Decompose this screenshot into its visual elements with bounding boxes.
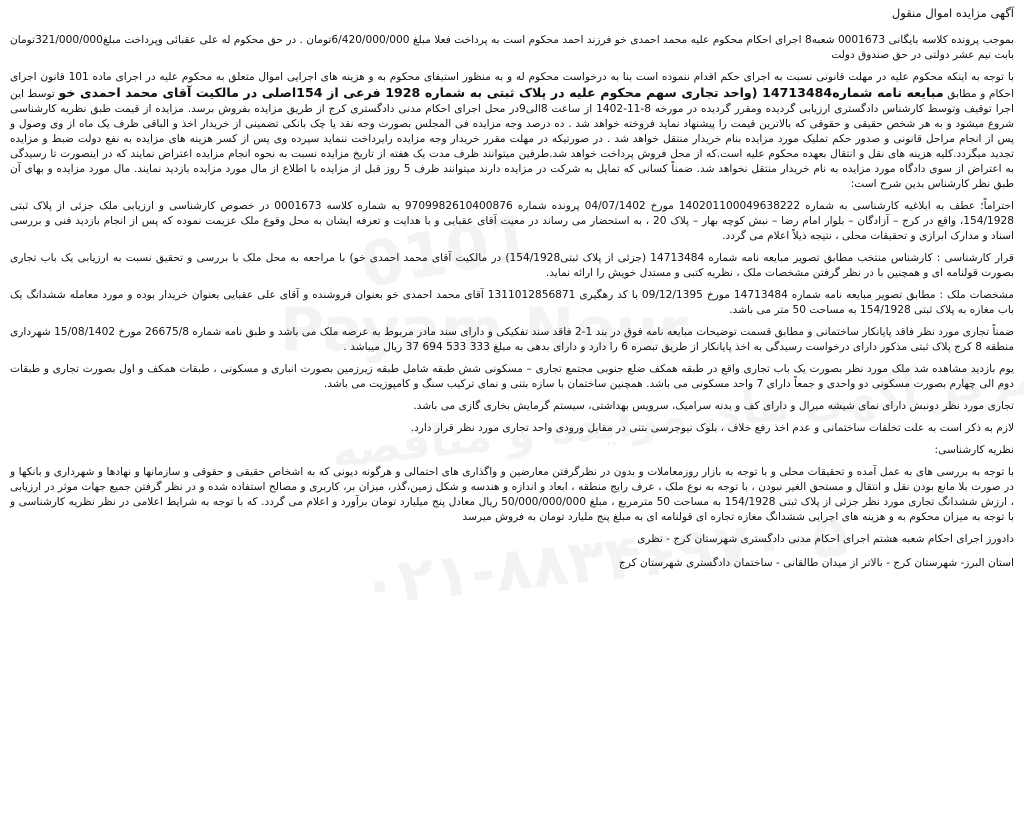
expert-opinion-paragraph: با توجه به بررسی های به عمل آمده و تحقیقات محلی و با توجه به بازار روزمعاملات و بدون در نظرگرفتن معارضین و واگذاری های احتمالی و هرگونه دیونی که به اشخاص حقیقی و حقوقی و سازمانها و نهادها و شهرداری و بانکها و در صورت بلا مانع بودن نقل و انتقال و مستحق الغیر نبودن ، با توجه به نوع ملک ، عرف رایج منطقه ، ابعاد و اندازه و هندسه و شکل زمین،گذر، میزان بر، کاربری و مصالح استفاده شده و در نظر گرفتن جمیع جهات موثر در ارزیابی ، ارزش ششدانگ تجاری مورد نظر جزئی از پلاک ثبتی 154/1928 به مساحت 50 مترمربع ، مبلغ 50/000/000/000 ریال معادل پنج میلیارد تومان برآورد و اعلام می گردد. که با توجه به شرایط اعلامی در نظر نظریه کارشناسی و با توجه به میزان محکوم به و هزینه های اجرایی ششدانگ مغازه تجاره ای قولنامه ای به مبلغ پنج ملیارد تومان به فروش میرسد [10,466,1014,523]
address-line: استان البرز- شهرستان کرج - بالاتر از میدان طالقانی - ساختمان دادگستری شهرستان کرج [618,557,1014,569]
document-title: آگهی مزایده اموال منقول [891,6,1014,20]
auction-terms-intro: با توجه به اینکه محکوم علیه در مهلت قانونی نسبت به اجرای حکم اقدام ننموده است بنا به درخواست محکوم له و به منظور استیفای محکوم به و هزینه های اجرایی اموال متعلق به محکوم علیه در اجرای ماده 101 قانون اجرای احکام و مطابق [10,71,1015,100]
property-specs-paragraph: مشخصات ملک : مطابق تصویر مبایعه نامه شماره 14713484 مورخ 09/12/1395 با کد رهگیری 1311012856871 آقای محمد احمدی خو بعنوان فروشنده و آقای علی عقبایی بعنوان خریدار بوده و مورد معامله ششدانگ یک باب مغازه به پلاک ثبتی 154/1928 به مساحت 50 متر می باشد. [10,289,1014,316]
features-paragraph: تجاری مورد نظر دونبش دارای نمای شیشه میرال و دارای کف و بدنه سرامیک، سرویس بهداشتی، سیستم گرمایش بخاری گازی می باشد. [413,400,1014,412]
legal-status-paragraph: ضمناً تجاری مورد نظر فاقد پایانکار ساختمانی و مطابق قسمت توضیحات مبایعه نامه فوق در بند 1-2 فاقد سند تفکیکی و دارای سند مادر مربوط به عرصه ملک می باشد و طبق نامه شماره 26675/8 مورخ 15/08/1402 شهرداری منطقه 8 کرج پلاک ثبتی مذکور دارای درخواست رسیدگی به اخذ پایانکار از طریق تبصره 6 را دارد و دارای بدهی به مبلغ 333 533 694 37 ریال میباشد . [10,326,1014,353]
violations-paragraph: لازم به ذکر است به علت تخلفات ساختمانی و عدم اخذ رفع خلاف ، بلوک نیوجرسی بتنی در مقابل ورودی واحد تجاری مورد نظر قرار دارد. [410,422,1014,434]
expert-intro-paragraph: احتراماً؛ عطف به ابلاغیه کارشناسی به شماره 140201100049638222 مورخ 04/07/1402 پرونده شماره 9709982610400876 به شماره کلاسه 0001673 در خصوص کارشناسی و ارزیابی ملک جزئی از پلاک ثبتی 154/1928، واقع در کرج – آزادگان – بلوار امام رضا – نبش کوچه بهار – پلاک 20 ، به استحضار می رساند در معیت آقای عقبایی و با هدایت و تعرفه ایشان به محل وقوع ملک عزیمت نموده که پس از انجام بازدید فنی و بررسی اسناد و مدارک ابرازی و تحقیقات محلی ، نتیجه ذیلاً اعلام می گردد. [10,200,1014,242]
case-summary-paragraph: بموجب پرونده کلاسه بایگانی 0001673 شعبه8 اجرای احکام محکوم علیه محمد احمدی خو فرزند احمد محکوم است به پرداخت فعلا مبلغ 6/420/000/000تومان . در حق محکوم له علی عقبائی وپرداخت مبلغ321/000/000تومان بابت نیم عشر دولتی در حق صندوق دولت [10,34,1015,61]
auction-terms-paragraph [10,70,1014,192]
auction-notice-document [10,6,1014,580]
signature-line: دادورز اجرای احکام شعبه هشتم اجرای احکام مدنی دادگستری شهرستان کرج - نظری [637,533,1014,545]
inspection-paragraph: یوم بازدید مشاهده شد ملک مورد نظر بصورت یک باب تجاری واقع در طبقه همکف ضلع جنوبی مجتمع تجاری – مسکونی شش طبقه شامل طبقه زیرزمین بصورت انباری و مسکونی ، طبقات همکف و اول بصورت تجاری و طبقات دوم الی چهارم بصورت مسکونی دو واحدی و جمعاً دارای 7 واحد مسکونی می باشد. همچنین ساختمان با سازه بتنی و نمای ترکیب سنگ و کامپوزیت می باشد. [10,363,1014,390]
auction-terms-body: توسط این اجرا توقیف وتوسط کارشناس دادگستری ارزیابی گردیده ومقرر گردیده در مورخه 8-11-1402 از ساعت 8الی9در محل اجرای احکام مدنی دادگستری کرج از طریق مزایده بفروش برسد. مزایده از قیمت طبق نظریه کارشناسی شروع میشود و به هر شخص حقیقی و حقوقی که بالاترین قیمت را پیشنهاد نماید فروخته خواهد شد . ده درصد وجه مزایده فی المجلس بصورت وجه نقد یا چک بانکی تضمینی از خریدار اخذ و الباقی ظرف یک ماه از وی وصول و پس از انجام مراحل قانونی و صدور حکم تملیک مورد مزایده بنام خریدار منتقل خواهد شد . در صورتیکه در مهلت مقرر خریدار وجه مزایده رایرداخت ننماید سپرده وی پس از کسر هزینه های مزایده به نفع دولت ضبط و مزایده تجدید میگردد.کلیه هزینه های نقل و انتقال بعهده محکوم علیه است.که از محل فروش پرداخت خواهد شد.طرفین میتوانند ظرف مدت یک هفته از تاریخ مزایده نسبت به نحوه انجام مزایده اعتراض نمایند که در اینصورت تا رسیدگی به اعتراض از سوی دادگاه مورد مزایده به نام خریدار منتقل نخواهد شد. ضمناً کسانی که تمایل به شرکت در مزایده دارند میتوانند ظرف 5 روز قبل از مزایده با اطلاع از مال مورد مزایده بازدید نمایند. مال مورد مزایده و بهای آن طبق نظر کارشناس بدین شرح است: [10,88,1014,190]
expert-opinion-heading: نظریه کارشناسی: [934,444,1014,456]
property-highlight: مبایعه نامه شماره14713484 (واحد تجاری سهم محکوم علیه در پلاک ثبتی به شماره 1928 فرعی از 154اصلی در مالکیت آقای محمد احمدی خو [58,85,944,100]
expert-mandate-paragraph: قرار کارشناسی : کارشناس منتخب مطابق تصویر مبایعه نامه شماره 14713484 (جزئی از پلاک ثبتی154/1928) در مالکیت آقای محمد احمدی خو) با مراجعه به محل ملک با بررسی و تحقیق نسبت به ارزیابی یک باب تجاری بصورت قولنامه ای و همچنین با در نظر گرفتن مشخصات ملک ، نظریه کتبی و مستدل خویش را ارائه نماید. [10,252,1014,279]
